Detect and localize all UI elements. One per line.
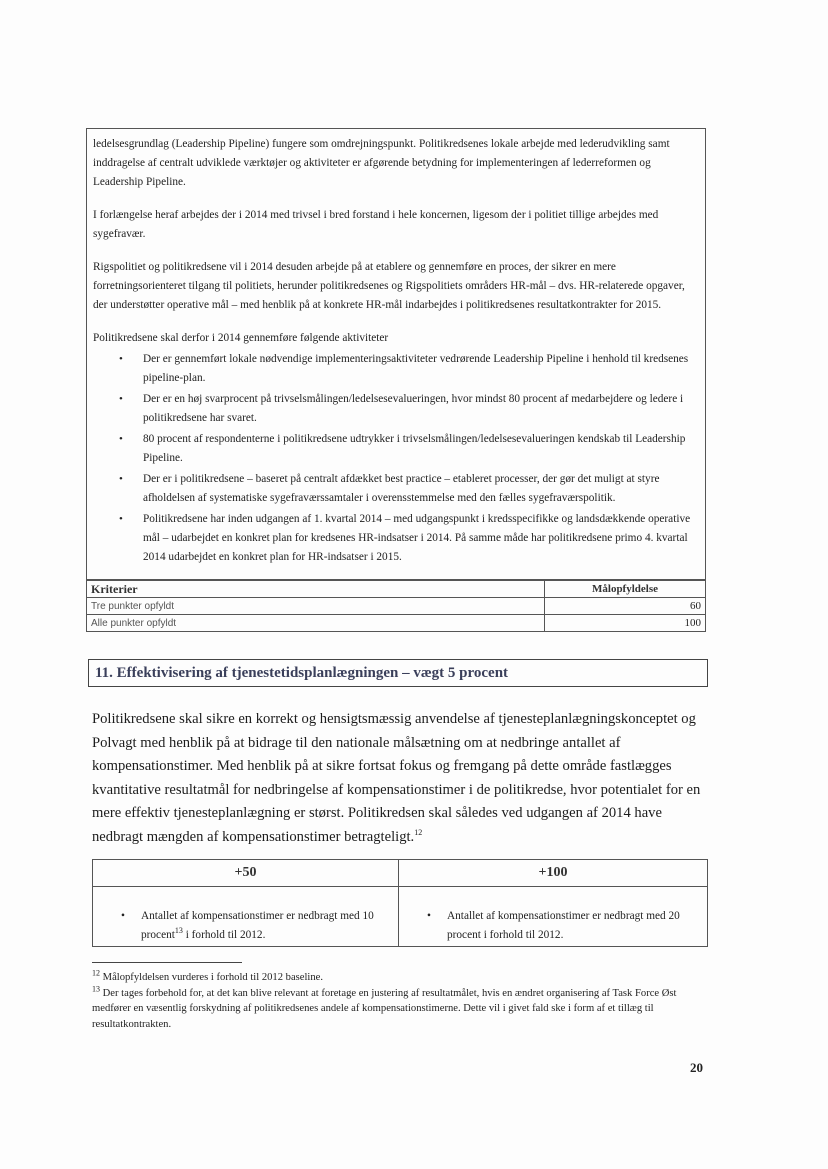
criteria-label: Tre punkter opfyldt	[87, 598, 545, 615]
paragraph-leadership: ledelsesgrundlag (Leadership Pipeline) fungere som omdrejningspunkt. Politikredsenes lokale arbejde med lederudvikling samt inddragelse af centralt udviklede værktøjer og aktiviteter er afgørende betydning for implementeringen af lederreformen og Leadership Pipeline.	[93, 138, 670, 188]
criteria-label: Alle punkter opfyldt	[87, 615, 545, 632]
list-item: • 80 procent af respondenterne i politikredsene udtrykker i trivselsmålingen/ledelsesevalueringen kendskab til Leadership Pipeline.	[119, 430, 699, 468]
fulfilment-header: Målopfyldelse	[545, 581, 706, 598]
footnote-13	[92, 983, 708, 1033]
results-text-tail: i forhold til 2012.	[182, 929, 266, 941]
footnote-text: Målopfyldelsen vurderes i forhold til 2012 baseline.	[100, 972, 324, 983]
bullet-icon: •	[121, 910, 125, 922]
table-header-row	[87, 581, 706, 598]
list-item: • Der er gennemført lokale nødvendige implementeringsaktiviteter vedrørende Leadership Pipeline i henhold til kredsenes pipeline-plan.	[119, 350, 699, 388]
table-row	[93, 887, 708, 947]
activities-list	[119, 350, 699, 567]
list-item	[99, 907, 392, 945]
list-item: • Politikredsene har inden udgangen af 1. kvartal 2014 – med udgangspunkt i kredsspecifikke og landsdækkende operative mål – udarbejdet en konkret plan for kredsenes HR-indsatser i 2014. På samme måde har politikredsene primo 4. kvartal 2014 udarbejdet en konkret plan for HR-indsatser i 2015.	[119, 510, 699, 567]
footnotes	[92, 970, 708, 1032]
section-header	[88, 659, 708, 687]
footnote-ref: 13	[174, 926, 183, 936]
criteria-value: 100	[545, 615, 706, 632]
table-header-row	[93, 860, 708, 887]
body-text: Politikredsene skal sikre en korrekt og hensigtsmæssig anvendelse af tjenesteplanlægningskonceptet og Polvagt med henblik på at bidrage til den nationale målsætning om at nedbringe antallet af kompensationstimer. Med henblik på at sikre fortsat fokus og fremgang på dette område fastlægges kvantitative resultatmål for nedbringelse af kompensationstimer i de politikredse, hvor potentialet for en mere effektiv tjenesteplanlægning er størst. Politikredsen skal således ved udgangen af 2014 have nedbragt mængden af kompensationstimer betragteligt.	[92, 711, 701, 845]
results-text: Antallet af kompensationstimer er nedbragt med 20 procent i forhold til 2012.	[447, 910, 680, 941]
results-cell	[399, 887, 708, 947]
list-item: • Der er en høj svarprocent på trivselsmålingen/ledelsesevalueringen, hvor mindst 80 procent af medarbejdere og ledere i politikredsene har svaret.	[119, 390, 699, 428]
activities-box	[86, 128, 706, 580]
criteria-header: Kriterier	[87, 581, 545, 598]
body-paragraph	[92, 708, 706, 850]
results-table	[92, 859, 708, 947]
footnote-number: 13	[92, 983, 100, 993]
footnote-divider	[92, 962, 242, 963]
bullet-icon: •	[427, 910, 431, 922]
list-item: • Der er i politikredsene – baseret på centralt afdækket best practice – etableret processer, der gør det muligt at styre afholdelsen af systematiske sygefraværssamtaler i overensstemmelse med den fælles sygefraværspolitik.	[119, 470, 699, 508]
footnote-number: 12	[92, 968, 100, 978]
results-header-100: +100	[399, 860, 708, 887]
paragraph-trivsel: I forlængelse heraf arbejdes der i 2014 med trivsel i bred forstand i hele koncernen, ligesom der i politiet tillige arbejdes med sygefravær.	[93, 209, 659, 240]
footnote-12	[92, 970, 708, 986]
results-text: Antallet af kompensationstimer er nedbragt med 10 procent	[141, 910, 374, 941]
page-number: 20	[690, 1060, 703, 1075]
results-cell	[93, 887, 399, 947]
footnote-text: Der tages forbehold for, at det kan blive relevant at foretage en justering af resultatmålet, hvis en ændret organisering af Task Force Øst medfører en væsentlig forskydning af politikredsenes andele af kompensationstimerne. Dette vil i givet fald ske i form af et tillæg til resultatkontrakten.	[92, 987, 677, 1030]
list-item	[405, 907, 701, 945]
criteria-table	[86, 580, 706, 632]
activities-intro: Politikredsene skal derfor i 2014 gennemføre følgende aktiviteter	[93, 332, 389, 344]
section-title: 11. Effektivisering af tjenestetidsplanlægningen – vægt 5 procent	[95, 665, 509, 681]
table-row	[87, 615, 706, 632]
results-header-50: +50	[93, 860, 399, 887]
footnote-ref: 12	[414, 828, 423, 838]
table-row	[87, 598, 706, 615]
paragraph-hr-goals: Rigspolitiet og politikredsene vil i 2014 desuden arbejde på at etablere og gennemføre en proces, der sikrer en mere forretningsorienteret tilgang til politiets, herunder politikredsenes og Rigspolitiets områders HR-mål – dvs. HR-relaterede opgaver, der understøtter operative mål – med henblik på at konkrete HR-mål indarbejdes i politikredsenes resultatkontrakter for 2015.	[93, 261, 685, 311]
criteria-value: 60	[545, 598, 706, 615]
